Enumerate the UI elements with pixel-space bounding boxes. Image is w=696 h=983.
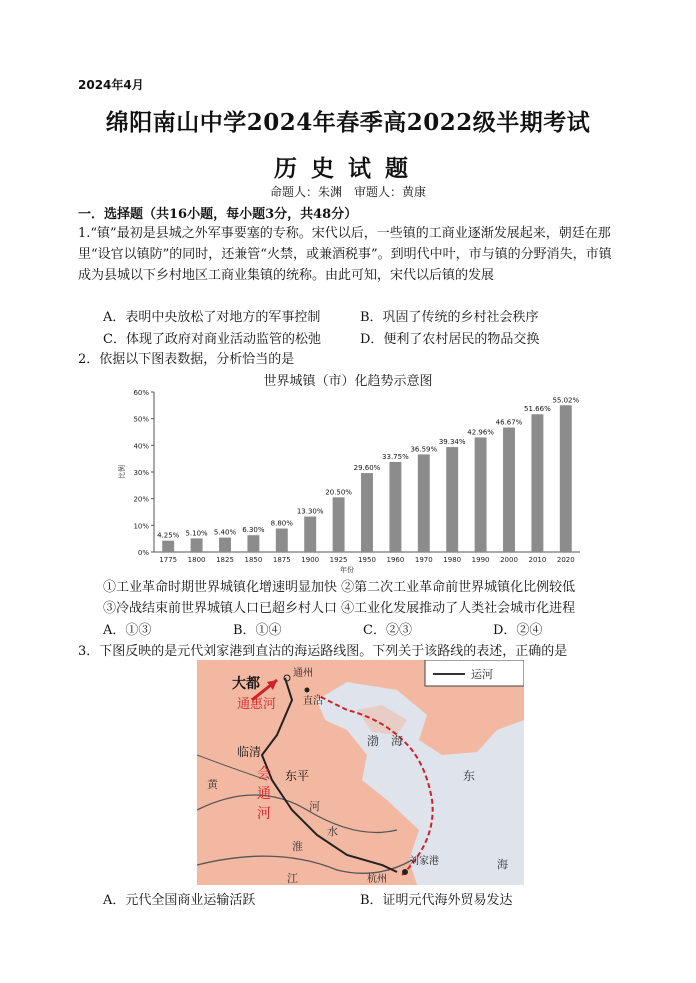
q3-option-b: B．证明元代海外贸易发达 [360,893,513,908]
q1-option-b: B．巩固了传统的乡村社会秩序 [360,310,539,325]
x-tick-label-2000: 2000 [500,556,518,564]
q2-statement-3-4: ③冷战结束前世界城镇人口已超乡村人口 ④工业化发展推动了人类社会城市化进程 [103,601,576,616]
bar-1925 [333,497,345,552]
question-1-stem: 1.“镇”最初是县城之外军事要塞的专称。宋代以后，一些镇的工商业逐渐发展起来，朝廷在那里“设官以镇防”的同时，还兼管“火禁，或兼酒税事”。到明代中叶，市与镇的分野消失，市镇成为县城以下乡村地区工商业集镇的统称。由此可知，宋代以后镇的发展 [78,226,612,283]
x-tick-label-1925: 1925 [329,556,348,564]
map-label-dong: 东 [463,769,476,783]
x-tick-label-1980: 1980 [443,556,462,564]
data-label-2000: 46.67% [495,418,523,427]
bar-1800 [191,538,203,552]
yuan-sea-route-map [197,660,524,885]
x-tick-label-1875: 1875 [272,556,291,564]
q1-option-a: A．表明中央放松了对地方的军事控制 [103,310,321,325]
x-axis-label: 年份 [340,566,354,574]
bar-1990 [475,437,487,552]
exam-title: 绵阳南山中学2024年春季高2022级半期考试 [105,109,591,136]
bar-1850 [247,535,259,552]
bar-1875 [276,529,288,552]
section-heading: 一．选择题（共16小题，每小题3分，共48分） [78,207,358,222]
map-label-liujiagang: 刘家港 [409,856,439,867]
data-label-2020: 55.02% [552,396,580,405]
data-label-1970: 36.59% [410,445,438,454]
chart-title: 世界城镇（市）化趋势示意图 [263,374,433,389]
y-tick-label: 30% [133,469,149,477]
map-label-hui: 会 [257,766,271,782]
data-label-1850: 6.30% [242,526,265,535]
bar-1980 [446,447,458,552]
y-axis-label: 比例 [118,465,126,479]
data-label-2010: 51.66% [524,405,551,414]
data-label-1990: 42.96% [467,428,494,437]
map-label-river-he: 河 [309,800,320,813]
y-tick-label: 10% [133,522,149,531]
map-label-hangzhou: 杭州 [367,874,387,885]
urbanization-chart [110,384,600,574]
data-label-1960: 33.75% [382,453,409,461]
map-legend-canal: 运河 [471,668,493,681]
x-tick-label-1900: 1900 [301,556,320,564]
bar-1970 [418,454,430,552]
data-label-1825: 5.40% [213,528,237,537]
bar-2020 [560,405,572,552]
x-tick-label-1990: 1990 [471,556,490,564]
map-label-tonghuihe: 通惠河 [237,697,277,712]
map-label-he: 河 [257,806,271,822]
q2-option-a: A．①③ [103,623,152,638]
map-label-tong: 通 [257,786,271,802]
x-tick-label-1850: 1850 [244,556,263,564]
x-tick-label-1775: 1775 [159,556,178,564]
bar-1950 [361,473,373,552]
data-label-1980: 39.34% [438,438,466,447]
y-tick-label: 60% [133,389,149,397]
x-tick-label-2010: 2010 [528,556,547,564]
bar-1775 [162,541,174,552]
q2-option-b: B．①④ [233,623,282,638]
exam-date: 2024年4月 [78,78,144,92]
q1-option-c: C．体现了政府对商业活动监管的松弛 [103,332,321,347]
map-label-dongping: 东平 [285,769,310,783]
x-tick-label-1800: 1800 [187,556,206,564]
data-label-1950: 29.60% [353,464,381,473]
bar-2010 [531,414,543,552]
bar-1900 [304,517,316,552]
q3-option-a: A．元代全国商业运输活跃 [103,893,256,908]
map-label-huang: 黄 [207,778,218,791]
y-tick-label: 50% [133,415,149,424]
y-tick-label: 40% [133,442,149,451]
map-label-shui: 水 [327,825,338,838]
data-label-1925: 20.50% [325,488,352,497]
x-tick-label-1950: 1950 [358,556,376,564]
map-label-huai: 淮 [292,840,303,853]
data-label-1875: 8.80% [270,519,293,528]
map-label-tongzhou: 通州 [293,668,313,679]
q2-option-d: D．②④ [493,623,543,638]
map-label-dadu: 大都 [232,676,260,692]
map-label-linqing: 临清 [237,745,262,759]
bar-2000 [503,428,515,552]
map-label-zhigu: 直沽 [303,696,323,707]
data-label-1900: 13.30% [296,507,324,516]
x-tick-label-1970: 1970 [414,556,433,564]
y-tick-label: 0% [137,549,149,557]
q2-statement-1-2: ①工业革命时期世界城镇化增速明显加快 ②第二次工业革命前世界城镇化比例较低 [103,580,576,595]
data-label-1775: 4.25% [157,531,180,540]
q1-option-d: D．便利了农村居民的物品交换 [360,332,540,347]
exam-authors: 命题人：朱渊 审题人：黄康 [269,185,426,199]
bar-1960 [389,462,401,552]
map-label-jiang: 江 [287,872,298,885]
question-3-stem: 3．下图反映的是元代刘家港到直沽的海运路线图。下列关于该路线的表述，正确的是 [78,644,568,659]
exam-subject: 历史试题 [274,155,422,182]
q2-option-c: C．②③ [363,623,412,638]
map-label-hai: 海 [497,858,508,871]
question-2-stem: 2．依据以下图表数据，分析恰当的是 [78,352,295,367]
map-label-bohai: 渤 海 [367,734,404,748]
data-label-1800: 5.10% [185,529,208,538]
bar-1825 [219,538,231,552]
x-tick-label-1960: 1960 [386,556,405,564]
x-tick-label-1825: 1825 [216,556,234,564]
y-tick-label: 20% [133,495,149,504]
x-tick-label-2020: 2020 [556,556,575,564]
